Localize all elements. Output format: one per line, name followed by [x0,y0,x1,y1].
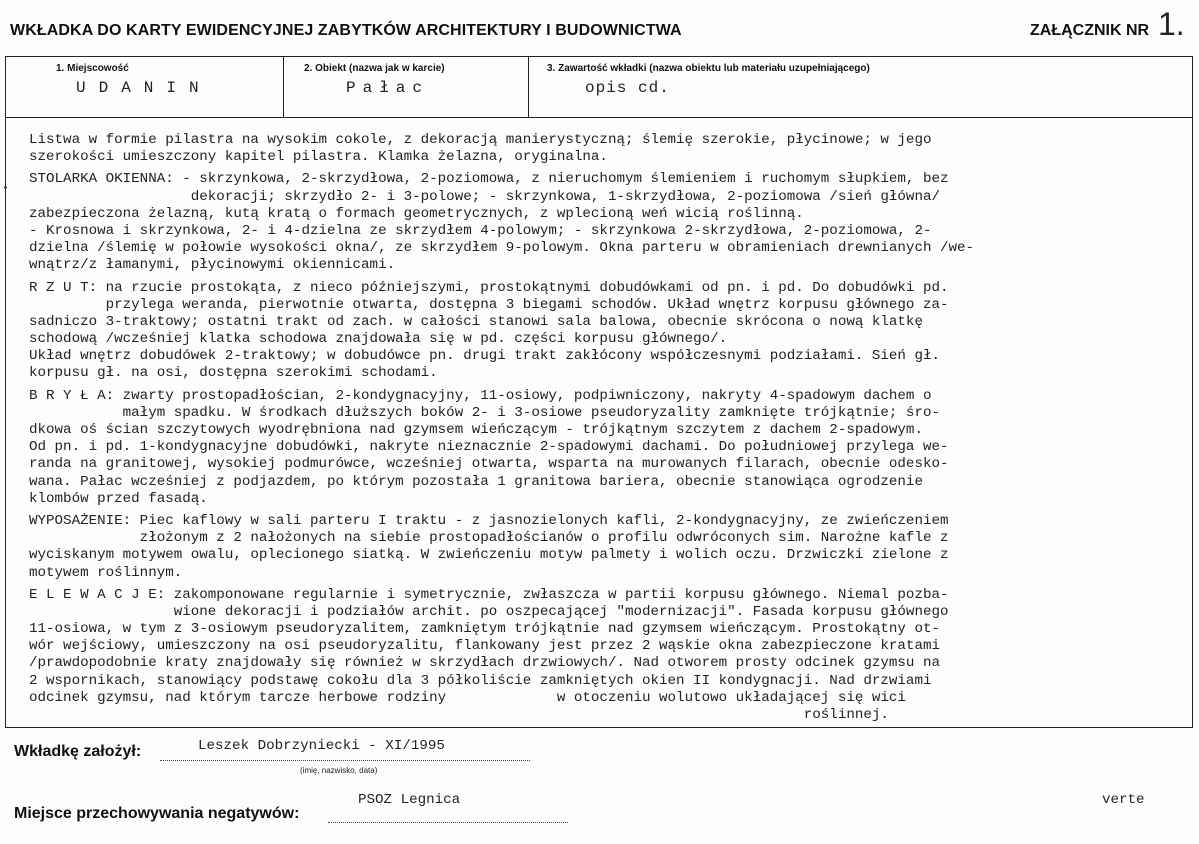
object-field [284,57,529,117]
text-line: wana. Pałac wcześniej z podjazdem, po którym pozostała 1 granitowa bariera, obecnie stanowiąca ogrodzenie [29,473,923,490]
storage-dotted-line [328,821,568,823]
text-line: randa na granitowej, wysokiej podmurówce, wcześniej otwarta, wsparta na murowanych filarach, obecnie odesko- [29,456,949,473]
text-line: Układ wnętrz dobudówek 2-traktowy; w dobudówce pn. drugi trakt zakłócony współczesnymi podziałami. Sień gł. [29,348,940,365]
identification-fields [5,56,1193,118]
object-label: 2. Obiekt (nazwa jak w karcie) [304,63,445,74]
paragraph [29,171,1189,274]
text-line: B R Y Ł A: zwarty prostopadłościan, 2-kondygnacyjny, 11-osiowy, podpiwniczony, nakryty 4-spadowym dachem o [29,387,932,404]
paragraph [29,513,1189,582]
typed-description [29,132,1189,724]
text-line: /prawdopodobnie kraty znajdowały się również w skrzydłach drzwiowych/. Nad otworem prosty odcinek gzymsu na [29,655,940,672]
object-value: Pałac [346,79,430,97]
locality-label: 1. Miejscowość [56,63,129,74]
text-line: wyciskanym motywem owalu, oplecionego siatką. W zwieńczeniu motyw palmety i wolich oczu. Drzwiczki zielone z [29,547,949,564]
text-line: złożonym z 2 nałożonych na siebie prostopadłościanów o profilu odwróconych sim. Narożne kafle z [29,530,949,547]
text-line: dekoracji; skrzydło 2- i 3-polowe; - skrzynkowa, 1-skrzydłowa, 2-poziomowa /sień główna/ [29,188,940,205]
text-line: wione dekoracji i podziałów archit. po oszpecającej "modernizacji". Fasada korpusu głównego [29,603,949,620]
text-line: WYPOSAŻENIE: Piec kaflowy w sali parteru I traktu - z jasnozielonych kafli, 2-kondygnacyjny, ze zwieńczeniem [29,512,949,529]
text-line: małym spadku. W środkach dłuższych boków 2- i 3-osiowe pseudoryzality zamknięte trójkątnie; śro- [29,404,940,421]
storage-value: PSOZ Legnica [358,792,461,808]
text-line: schodową /wcześniej klatka schodowa znajdowała się w pd. części korpusu głównego/. [29,331,728,348]
text-line: roślinnej. [29,707,889,723]
text-line: STOLARKA OKIENNA: - skrzynkowa, 2-skrzydłowa, 2-poziomowa, z nieruchomym ślemieniem i ruchomym słupkiem, bez [29,171,949,188]
content-value: opis cd. [585,79,670,97]
paragraph [29,587,1189,725]
storage-label: Miejsce przechowywania negatywów: [14,805,300,822]
text-line: szerokości umieszczony kapitel pilastra. Klamka żelazna, oryginalna. [29,149,608,166]
text-line: Od pn. i pd. 1-kondygnacyjne dobudówki, nakryte nieznacznie 2-spadowymi dachami. Do południowej przylega we- [29,439,949,456]
text-line: korpusu gł. na osi, dostępna szerokimi schodami. [29,365,438,382]
paragraph [29,388,1189,508]
paragraph [29,280,1189,383]
form-title: WKŁADKA DO KARTY EWIDENCYJNEJ ZABYTKÓW ARCHITEKTURY I BUDOWNICTWA [10,22,682,39]
text-line: R Z U T: na rzucie prostokąta, z nieco późniejszymi, prostokątnymi dobudówkami od pn. i pd. Do dobudówki pd. [29,279,949,296]
author-value: Leszek Dobrzyniecki - XI/1995 [198,738,445,754]
author-caption: (imię, nazwisko, data) [300,766,378,775]
text-line: - Krosnowa i skrzynkowa, 2- i 4-dzielna ze skrzydłem 4-polowym; - skrzynkowa 2-skrzydłowa, 2-poziomowa, 2- [29,222,932,239]
header [0,0,1199,46]
text-line: odcinek gzymsu, nad którym tarcze herbowe rodziny w otoczeniu wolutowo układającej się wici [29,689,906,706]
author-dotted-line [160,759,530,761]
margin-dot [4,186,7,189]
text-line: 2 wspornikach, stanowiący podstawę cokołu dla 3 półkoliście zamkniętych okien II kondygnacji. Nad drzwiami [29,672,932,689]
text-line: 11-osiowa, w tym z 3-osiowym pseudoryzalitem, zamkniętym trójkątnie nad gzymsem wieńczącym. Prostokątny ot- [29,621,940,638]
text-line: wnątrz/z łamanymi, płycinowymi okiennicami. [29,257,396,274]
author-label: Wkładkę założył: [14,743,142,760]
locality-value: UDANIN [76,79,212,97]
content-field [529,57,1192,117]
paragraph [29,132,1189,166]
text-line: przylega weranda, pierwotnie otwarta, dostępna 3 biegami schodów. Układ wnętrz korpusu głównego za- [29,296,949,313]
annex-label: ZAŁĄCZNIK NR [1030,22,1150,39]
text-line: dzielna /ślemię w połowie wysokości okna/, ze skrzydłem 9-polowym. Okna parteru w obramieniach drewnianych /we- [29,240,975,257]
text-line: dkowa oś ścian szczytowych wyodrębniona nad gzymsem wieńczącym - trójkątnym szczytem z dachem 2-spadowym. [29,422,923,438]
content-label: 3. Zawartość wkładki (nazwa obiektu lub materiału uzupełniającego) [547,63,870,74]
text-line: zabezpieczona żelazną, kutą kratą o formach geometrycznych, z wplecioną weń wicią roślinną. [29,205,804,222]
locality-field [6,57,284,117]
text-line: E L E W A C J E: zakomponowane regularnie i symetrycznie, zwłaszcza w partii korpusu głównego. Niemal pozba- [29,586,949,603]
verte-note: verte [1102,792,1145,808]
text-line: sadniczo 3-traktowy; ostatni trakt od zach. w całości stanowi sala balowa, obecnie skrócona o nową klatkę [29,313,923,330]
text-line: Listwa w formie pilastra na wysokim cokole, z dekoracją manierystyczną; ślemię szerokie, płycinowe; w jego [29,132,932,148]
annex-number: 1. [1158,6,1185,42]
text-line: motywem roślinnym. [29,564,183,581]
text-line: wór wejściowy, umieszczony na osi pseudoryzalitu, flankowany jest przez 2 wąskie okna zabezpieczone kratami [29,638,940,655]
text-line: klombów przed fasadą. [29,490,208,507]
